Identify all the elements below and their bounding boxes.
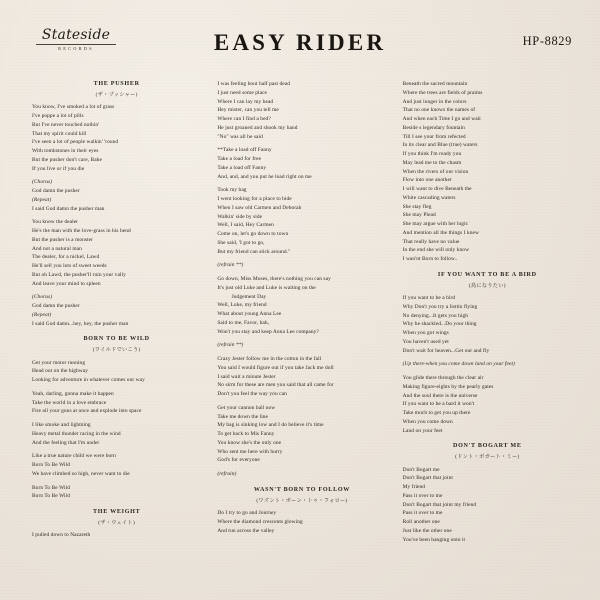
lyric-line: When I saw old Carmen and Deborah bbox=[217, 204, 302, 211]
song-title: THE WEIGHT bbox=[92, 509, 141, 516]
song-title: THE PUSHER bbox=[93, 81, 140, 87]
label-sub-name: RECORDS bbox=[58, 46, 94, 51]
lyric-line: In its clear and Blue (true) waters bbox=[402, 142, 478, 149]
lyric-stanza bbox=[217, 509, 386, 535]
lyric-stanza bbox=[32, 452, 201, 478]
lyric-line: White cascading waters bbox=[402, 194, 456, 201]
lyric-line: Judgement Day bbox=[217, 293, 267, 300]
lyric-line: Take much to get you up there bbox=[402, 410, 471, 417]
lyric-line: Do I try to go and Journey bbox=[217, 510, 277, 517]
lyric-stanza bbox=[403, 80, 572, 264]
lyric-line: Don't Bogart me bbox=[402, 466, 440, 473]
lyric-line: In the end she will only know bbox=[402, 247, 470, 254]
lyric-line: God's for everyone bbox=[217, 457, 260, 464]
lyric-line: My bag is sinking low and I do believe it's time bbox=[217, 422, 324, 429]
lyric-line: Well, Luke, my friend bbox=[217, 302, 267, 309]
lyric-line: But the pusher is a monster bbox=[32, 236, 93, 243]
lyrics-column-2 bbox=[209, 80, 394, 580]
lyrics-column-3 bbox=[395, 80, 578, 580]
lyrics-column-1 bbox=[22, 80, 209, 580]
song-title-kana: (ザ・プッシャー) bbox=[95, 91, 138, 98]
lyric-line: Beneath the sacred mountain bbox=[402, 81, 468, 87]
lyric-line: Where I can lay my head bbox=[217, 98, 274, 105]
lyric-stanza bbox=[32, 421, 201, 447]
lyric-stanza bbox=[32, 103, 201, 173]
catalog-number: HP-8829 bbox=[522, 34, 572, 48]
song-block bbox=[403, 271, 572, 436]
song-block bbox=[32, 335, 201, 501]
lyric-stanza bbox=[32, 531, 201, 540]
song-title-kana: (ワズント・ボーン・トゥ・フォロー) bbox=[256, 497, 348, 504]
lyric-line: He'll sell you lots of sweet weeds bbox=[32, 263, 107, 270]
sleeve-header bbox=[22, 24, 578, 68]
lyric-line: Where the diamond crescents glowing bbox=[217, 518, 303, 525]
song-block bbox=[32, 80, 201, 328]
lyric-line: If you think I'm ready you bbox=[402, 151, 462, 157]
lyric-line: No denying...It gets you high bbox=[402, 312, 469, 319]
lyric-line: You know she's the only one bbox=[217, 439, 282, 446]
lyric-line: Walkin' side by side bbox=[217, 213, 263, 220]
lyric-line: But my friend can stick around." bbox=[217, 248, 291, 255]
lyric-line: Get your cannon ball now bbox=[217, 404, 276, 411]
song-title-kana: (ザ・ウェイト) bbox=[98, 519, 136, 526]
lyric-line: Take a load off Fanny bbox=[217, 164, 267, 171]
lyric-line: He's the man with the love-grass in his hend bbox=[32, 228, 131, 235]
lyric-line: Looking for adventure in whatever comes our way bbox=[32, 377, 145, 384]
lyric-stanza bbox=[217, 146, 386, 181]
lyric-stanza bbox=[32, 390, 201, 416]
lyric-line: Crazy Jester follow me in the cotton in the fall bbox=[217, 356, 322, 362]
lyric-line: Get your motor running bbox=[32, 359, 86, 366]
lyric-line: I've seen a lot of people walkin' 'round bbox=[32, 139, 119, 146]
lyric-stanza bbox=[32, 359, 201, 385]
song-title: IF YOU WANT TO BE A BIRD bbox=[437, 271, 537, 278]
lyric-line: And the feeling that I'm under bbox=[32, 439, 100, 446]
lyric-stanza bbox=[403, 466, 572, 545]
song-block bbox=[403, 442, 572, 544]
song-block bbox=[217, 80, 386, 479]
song-title: WASN'T BORN TO FOLLOW bbox=[253, 486, 351, 493]
song-title: BORN TO BE WILD bbox=[83, 336, 150, 343]
lyric-stanza bbox=[403, 360, 572, 369]
lyric-line: And, and, and you put he load right on me bbox=[217, 173, 312, 180]
lyric-line: Born To Be Wild bbox=[32, 493, 70, 500]
lyric-line: Like a true nature child we were born bbox=[32, 453, 116, 460]
lyric-line: My friend bbox=[402, 484, 426, 491]
lyric-line: Making figure-eights by the pearly gates bbox=[402, 383, 494, 390]
lyric-line: It's just old Luke and Luke is waiting on the bbox=[217, 284, 316, 291]
lyric-line: Yeah, darling, gonna make it happen bbox=[32, 390, 114, 397]
song-title-kana: (ワイルドでいこう) bbox=[92, 347, 141, 354]
lyric-line: Take me down the line bbox=[217, 413, 269, 420]
lyric-line: Why he shackled...Do your thing bbox=[402, 321, 477, 328]
label-script-name: Stateside bbox=[41, 27, 111, 43]
lyric-line: If you want to be a bard it won't bbox=[402, 401, 475, 408]
lyric-line: Take a load for free bbox=[217, 156, 262, 162]
lyric-line: You know, I've smoked a lot of grass bbox=[32, 104, 115, 111]
lyric-line: The dealer, for a nickel, Lawd bbox=[32, 254, 100, 261]
lyric-line: She may argue with her logic bbox=[402, 221, 469, 227]
lyric-line: Beside s legendary fountain bbox=[402, 124, 465, 131]
lyric-line: You said I would figure out if you take Jack me doll bbox=[217, 364, 334, 371]
lyric-line: No sirm for these are men you said that all came for bbox=[217, 382, 334, 389]
lyric-stanza bbox=[217, 470, 386, 479]
lyric-line: What about young Anna Lee bbox=[217, 311, 282, 317]
lyric-line: (refrain) bbox=[217, 471, 237, 477]
lyric-line: (Chorus) bbox=[32, 179, 53, 186]
lyric-stanza bbox=[403, 374, 572, 435]
lyric-line: Born To Be Wild bbox=[32, 462, 70, 469]
lyric-line: And the soul there is the universe bbox=[402, 392, 478, 399]
lyric-line: (Up there-when you come down land on your feet) bbox=[402, 361, 515, 368]
song-block bbox=[217, 486, 386, 536]
lyric-line: Don't Bogart that joint my friend bbox=[402, 501, 477, 508]
lyric-line: Head out on the highway bbox=[32, 368, 89, 375]
lyric-line: (Chorus) bbox=[32, 294, 53, 301]
lyric-line: Just like the other one bbox=[402, 527, 452, 534]
lyric-line: If you want to be a bird bbox=[402, 295, 456, 302]
lyric-stanza bbox=[217, 404, 386, 465]
lyric-line: And not a natural man bbox=[32, 245, 82, 252]
lyric-line: You've been hanging onto it bbox=[402, 536, 466, 543]
lyric-line: Heavy metal thunder racing in the wind bbox=[32, 430, 121, 437]
lyric-line: I said God damn...hey, hey, the pusher man bbox=[32, 320, 129, 327]
lyric-line: **Take a load off Fanny bbox=[217, 147, 272, 154]
lyric-line: You glide there through the clear air bbox=[402, 375, 484, 382]
song-block bbox=[32, 508, 201, 540]
lyric-line: When the rivers of our vision bbox=[402, 168, 469, 175]
lyric-line: Roll another one bbox=[402, 519, 440, 526]
lyric-line: I said God damn the pusher man bbox=[32, 205, 105, 212]
lyric-line: I will want to dive Beneath the bbox=[402, 186, 472, 192]
lyric-stanza bbox=[32, 178, 201, 213]
song-block bbox=[403, 80, 572, 264]
lyric-line: God damn the pusher bbox=[32, 188, 80, 195]
lyric-line: And leave your mind to spleen bbox=[32, 280, 101, 287]
lyric-line: Where the trees are fields of praims bbox=[402, 89, 483, 96]
lyric-line: Said to me, Favor, bah, bbox=[217, 319, 270, 326]
lyric-line: Took my bag bbox=[217, 187, 247, 194]
lyrics-columns bbox=[22, 80, 578, 580]
lyric-line: But oh Lawd, the pusher'll ruin your vally bbox=[32, 271, 126, 278]
lyric-line: When you come down bbox=[402, 418, 453, 425]
song-title-kana: (鳥になりたい) bbox=[468, 282, 506, 289]
lyric-stanza bbox=[217, 186, 386, 256]
lyric-line: Fire all your guns at once and explode into space bbox=[32, 408, 142, 415]
lyric-line: That really have no value bbox=[402, 238, 460, 245]
lyric-line: Flow into one another bbox=[402, 177, 452, 184]
lyric-stanza bbox=[32, 218, 201, 288]
lyric-line: I like smoke and lightning bbox=[32, 422, 91, 429]
lyric-stanza bbox=[217, 80, 386, 141]
lyric-stanza bbox=[32, 293, 201, 328]
lyric-stanza bbox=[217, 341, 386, 350]
lyric-line: And mention all the things I knew bbox=[402, 229, 479, 236]
lyric-line: If you live or if you die bbox=[32, 165, 85, 172]
lyric-line: Go down, Miss Moses, there's nothing you can say bbox=[217, 276, 331, 282]
lyric-line: Well, I said, Hey Carmen bbox=[217, 222, 274, 229]
page-title: EASY RIDER bbox=[213, 30, 387, 55]
lyric-line: That my spirit could kill bbox=[32, 130, 87, 137]
lyric-stanza bbox=[217, 261, 386, 270]
lyric-line: And run across the valley bbox=[217, 527, 275, 534]
lyric-line: Pass it over to me bbox=[402, 492, 443, 499]
lyric-line: Pass it over to me bbox=[402, 510, 443, 517]
lyric-line: She may Plead bbox=[402, 212, 436, 219]
lyric-line: She stay fleg bbox=[402, 203, 432, 210]
lyric-line: Hey mister, can you tell me bbox=[217, 107, 279, 114]
lyric-line: Don't Bogart that joint bbox=[402, 475, 453, 482]
song-title: DON'T BOGART ME bbox=[453, 443, 522, 450]
lyric-line: She said, 'I got to go, bbox=[217, 239, 265, 246]
lyric-line: He just groaned and shook my hand bbox=[217, 124, 298, 131]
lyric-line: You know the dealer bbox=[32, 219, 79, 226]
lyric-line: With tombstones in their eyes bbox=[32, 148, 99, 155]
lyric-line: Who sent me here with hurry bbox=[217, 448, 283, 455]
lyric-line: Won't you stay and keep Anna Lee company? bbox=[217, 328, 319, 335]
lyric-line: Till I see your from refected bbox=[402, 133, 466, 140]
lyric-line: I just need some place bbox=[217, 89, 267, 96]
lyric-line: We have climbed so high, never want to die bbox=[32, 470, 130, 477]
lyric-line: (refrain **) bbox=[217, 342, 244, 349]
lyric-stanza bbox=[217, 275, 386, 336]
lyric-line: Land on your feet bbox=[402, 427, 443, 434]
lyric-line: You haven't used yet bbox=[402, 338, 449, 345]
lyric-line: And just longer in the colors bbox=[402, 98, 467, 105]
song-title-kana: (ドント・ボガート・ミー) bbox=[455, 454, 520, 461]
lyric-line: That no one knows the names of bbox=[402, 107, 476, 114]
lyric-stanza bbox=[217, 355, 386, 399]
lyric-line: To get back to Mis Fanny bbox=[217, 431, 275, 437]
lyric-stanza bbox=[403, 294, 572, 355]
lyric-line: Why Don't you try a listtin flying bbox=[402, 303, 478, 310]
lyric-line: Where can I find a bed? bbox=[217, 116, 271, 122]
lyric-line: I was feeling bout half past dead bbox=[217, 81, 291, 87]
lyric-line: (Repeat) bbox=[32, 311, 52, 318]
lyric-line: I said wait a minute Jester bbox=[217, 373, 276, 380]
lyric-line: God damn the pusher bbox=[32, 303, 80, 310]
lyric-line: But the pusher don't care, Bahe bbox=[32, 156, 102, 163]
lyric-line: May lead me to the chasm bbox=[402, 159, 462, 166]
lyric-line: I pulled down to Nazareth bbox=[32, 532, 91, 539]
lyric-line: And when each Time I go and wait bbox=[402, 116, 481, 122]
lyric-line: Come on, let's go down to town bbox=[217, 231, 289, 237]
lyric-line: I've poppe a lot of pills bbox=[32, 113, 84, 120]
lyric-stanza bbox=[32, 484, 201, 502]
lyric-line: Take the world in a love embrace bbox=[32, 399, 107, 406]
lyric-line: I went looking for a place to hide bbox=[217, 196, 292, 202]
lyric-line: (Repeat) bbox=[32, 196, 52, 203]
lyric-line: Don't wait for heaven...Get our and fly bbox=[402, 347, 490, 354]
lyric-line: Born To Be Wild bbox=[32, 484, 70, 491]
lyric-line: But I've never touched nothin' bbox=[32, 121, 100, 128]
lyric-line: When you got wings bbox=[402, 330, 449, 337]
lyric-line: "No" was all he said bbox=[217, 133, 263, 140]
lyric-line: I wan'nt Born to follow.. bbox=[402, 256, 458, 262]
lyric-line: (refrain **) bbox=[217, 262, 244, 269]
lyric-line: Don't you feel the way you can bbox=[217, 391, 287, 397]
